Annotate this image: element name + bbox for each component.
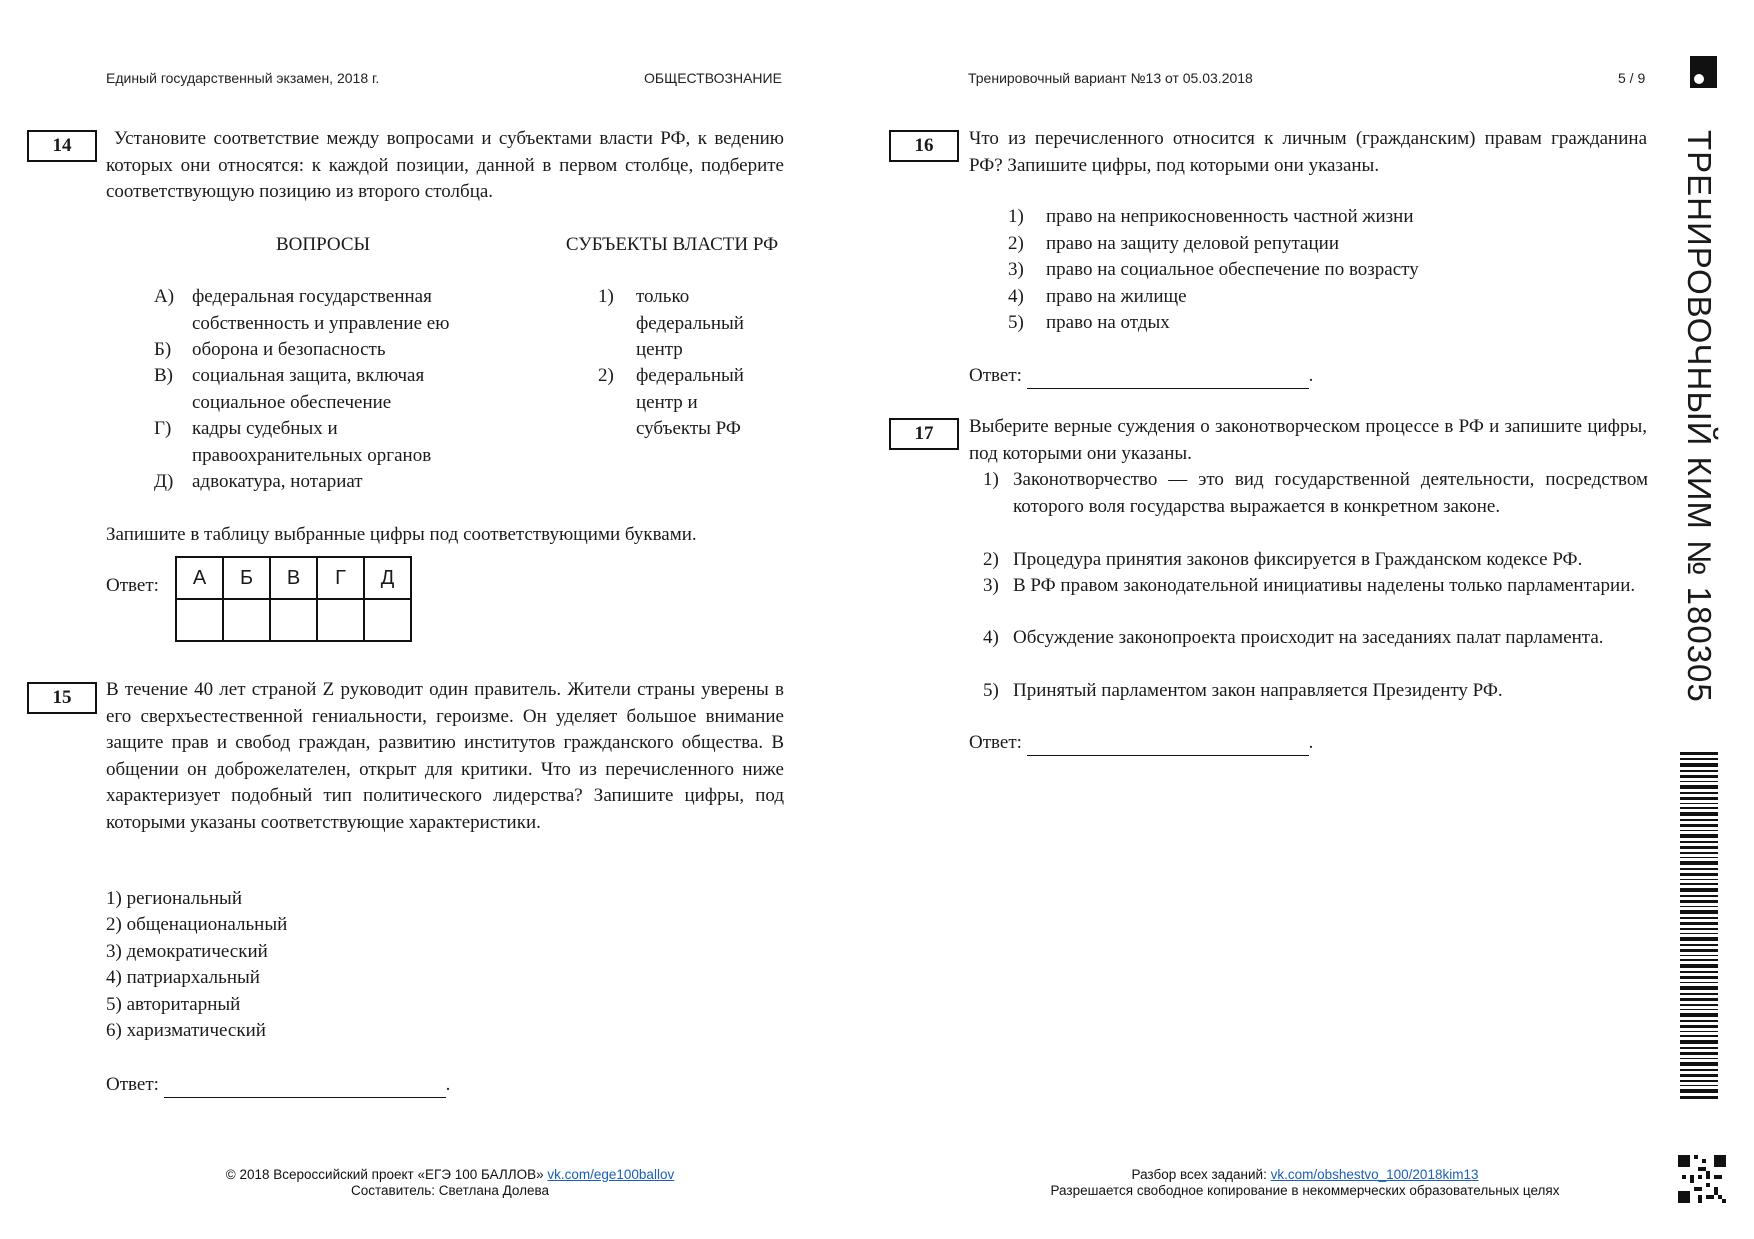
list-item: 1) право на неприкосновенность частной жизни bbox=[1008, 206, 1414, 227]
list-item: 4) Обсуждение законопроекта происходит на заседаниях палат парламента. bbox=[983, 627, 1604, 648]
table-header: В bbox=[270, 557, 317, 599]
list-item: 3) В РФ правом законодательной инициативы наделены только парламентарии. bbox=[983, 575, 1636, 596]
list-item: 2) Процедура принятия законов фиксируется в Гражданском кодексе РФ. bbox=[983, 549, 1583, 570]
task-17-answer: Ответ: . bbox=[969, 730, 1313, 756]
task-17-answer-field[interactable] bbox=[1027, 735, 1309, 756]
subjects-column-title: СУБЪЕКТЫ ВЛАСТИ РФ bbox=[565, 234, 779, 255]
exam-title: Единый государственный экзамен, 2018 г. bbox=[106, 70, 380, 86]
list-item: 5) Принятый парламентом закон направляется Президенту РФ. bbox=[983, 680, 1503, 701]
task-16-answer-field[interactable] bbox=[1027, 368, 1309, 389]
list-item: 5) право на отдых bbox=[1008, 312, 1170, 333]
table-header: Г bbox=[317, 557, 364, 599]
task-16-text: Что из перечисленного относится к личным (гражданским) правам гражданина РФ? Запишите цифры, под которыми они указаны. bbox=[969, 128, 1647, 176]
list-item: 1) региональный bbox=[106, 888, 242, 909]
task-15-answer-field[interactable] bbox=[164, 1077, 446, 1098]
footer-right: Разбор всех заданий: vk.com/obshestvo_100/2018kim13 Разрешается свободное копирование в некоммерческих образовательных целях bbox=[985, 1167, 1625, 1199]
task-14-instruction: Запишите в таблицу выбранные цифры под соответствующими буквами. bbox=[106, 524, 697, 545]
corner-marker-icon bbox=[1690, 56, 1717, 88]
task-17-number: 17 bbox=[889, 418, 959, 450]
task-14-answer-table bbox=[175, 556, 412, 642]
subject-item: 2) федеральный центр и субъекты РФ bbox=[598, 365, 744, 439]
footer-right-link[interactable]: vk.com/obshestvo_100/2018kim13 bbox=[1270, 1167, 1479, 1182]
question-item: В) социальная защита, включая социальное обеспечение bbox=[154, 365, 425, 413]
answer-cell[interactable] bbox=[317, 599, 364, 641]
task-14-answer-label: Ответ: bbox=[106, 575, 159, 596]
question-item: Г) кадры судебных и правоохранительных органов bbox=[154, 418, 432, 466]
answer-cell[interactable] bbox=[364, 599, 411, 641]
task-15-text: В течение 40 лет страной Z руководит один правитель. Жители страны уверены в его сверхъестественной гениальности, героизме. Он уделяет большое внимание защите прав и свобод граждан, развитию институтов гражданского общества. В общении он доброжелателен, открыт для критики. Что из перечисленного ниже характеризует подобный тип политического лидерства? Запишите цифры, под которыми указаны соответствующие характеристики. bbox=[106, 679, 784, 833]
question-item: Б) оборона и безопасность bbox=[154, 339, 386, 360]
list-item: 3) право на социальное обеспечение по возрасту bbox=[1008, 259, 1419, 280]
task-14-number: 14 bbox=[27, 130, 97, 162]
list-item: 3) демократический bbox=[106, 941, 268, 962]
page-number: 5 / 9 bbox=[1618, 70, 1646, 86]
list-item: 6) харизматический bbox=[106, 1020, 266, 1041]
variant-title: Тренировочный вариант №13 от 05.03.2018 bbox=[968, 70, 1253, 86]
task-15-answer: Ответ: . bbox=[106, 1072, 450, 1098]
footer-license: Разрешается свободное копирование в некоммерческих образовательных целях bbox=[1050, 1183, 1560, 1198]
subject-item: 1) только федеральный центр bbox=[598, 286, 744, 360]
table-header: Д bbox=[364, 557, 411, 599]
questions-column-title: ВОПРОСЫ bbox=[276, 234, 371, 255]
task-16-number: 16 bbox=[889, 130, 959, 162]
footer-left-link[interactable]: vk.com/ege100ballov bbox=[547, 1167, 675, 1182]
list-item: 2) общенациональный bbox=[106, 914, 288, 935]
subject-title: ОБЩЕСТВОЗНАНИЕ bbox=[644, 70, 782, 86]
barcode-icon bbox=[1680, 752, 1718, 1102]
list-item: 5) авторитарный bbox=[106, 994, 241, 1015]
question-item: Д) адвокатура, нотариат bbox=[154, 471, 363, 492]
task-14-text: Установите соответствие между вопросами и субъектами власти РФ, к ведению которых они относятся: к каждой позиции, данной в первом столбце, подберите соответствующую позицию из второго столбца. bbox=[106, 128, 784, 202]
side-label: ТРЕНИРОВОЧНЫЙ КИМ № 180305 bbox=[1681, 130, 1718, 703]
question-item: А) федеральная государственная собственность и управление ею bbox=[154, 286, 450, 334]
footer-left: © 2018 Всероссийский проект «ЕГЭ 100 БАЛЛОВ» vk.com/ege100ballov Составитель: Светлана Долева bbox=[150, 1167, 750, 1199]
answer-cell[interactable] bbox=[223, 599, 270, 641]
answer-cell[interactable] bbox=[176, 599, 223, 641]
list-item: 4) право на жилище bbox=[1008, 286, 1187, 307]
task-17-text: Выберите верные суждения о законотворческом процессе в РФ и запишите цифры, под которыми они указаны. bbox=[969, 416, 1647, 464]
list-item: 2) право на защиту деловой репутации bbox=[1008, 233, 1339, 254]
list-item: 4) патриархальный bbox=[106, 967, 260, 988]
table-header: Б bbox=[223, 557, 270, 599]
footer-author: Составитель: Светлана Долева bbox=[351, 1183, 549, 1198]
table-header: А bbox=[176, 557, 223, 599]
qr-code-icon bbox=[1678, 1155, 1726, 1203]
task-16-answer: Ответ: . bbox=[969, 363, 1313, 389]
task-15-number: 15 bbox=[27, 682, 97, 714]
list-item: 1) Законотворчество — это вид государственной деятельности, посредством которого воля государства выражается в конкретном законе. bbox=[983, 469, 1648, 517]
answer-cell[interactable] bbox=[270, 599, 317, 641]
